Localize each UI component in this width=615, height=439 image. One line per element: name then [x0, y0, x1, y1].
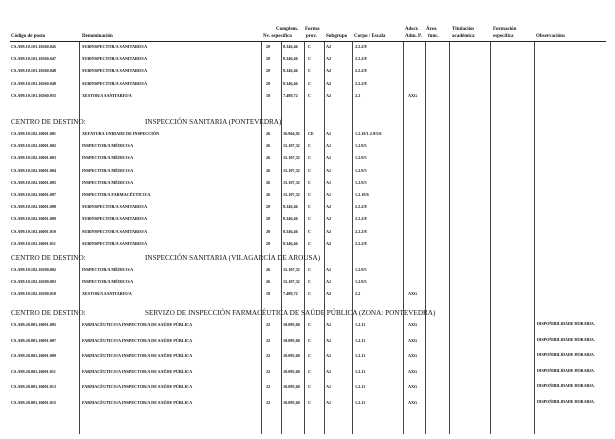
header-titulacion: Titulación — [452, 27, 474, 32]
cell-complemento: 8.346,46 — [283, 56, 298, 62]
cell-code: CS.A99.10.102.16001.002 — [11, 143, 57, 149]
cell-observacions: DISPOÑIBILIDADE HORARIA. — [537, 383, 595, 388]
cell-code: CS.A99.10.102.16001.010 — [11, 228, 57, 234]
cell-adscricion: AXG — [408, 399, 418, 405]
header-nivel: Nv. específico — [263, 34, 292, 39]
cell-forma: C — [308, 291, 312, 297]
cell-forma: C — [308, 143, 312, 149]
cell-complemento: 8.346,46 — [283, 204, 298, 210]
table-row — [0, 241, 615, 253]
cell-complemento: 15.107,32 — [283, 155, 300, 161]
table-row — [0, 168, 615, 180]
cell-subgrupo: A1 — [326, 179, 332, 185]
cell-complemento: 7.480,72 — [283, 291, 298, 297]
cell-subgrupo: A1 — [326, 368, 332, 374]
cell-subgrupo: A1 — [326, 143, 332, 149]
cell-complemento: 10.095,60 — [283, 368, 300, 374]
cell-denominacion: FARMACÉUTICO/A INSPECTOR/A DE SAÚDE PÚBLICA — [82, 368, 193, 374]
cell-adscricion: AXG — [408, 92, 418, 98]
cell-subgrupo: A1 — [326, 322, 332, 327]
section-label: CENTRO DE DESTINO: — [11, 309, 86, 317]
cell-nivel: 26 — [266, 155, 271, 161]
cell-denominacion: SUBINSPECTOR/A SANITARIO/A — [82, 204, 148, 210]
cell-nivel: 20 — [266, 44, 271, 49]
cell-corpo: 1.2.10/1.2.9/5/6 — [355, 131, 382, 136]
cell-nivel: 20 — [266, 68, 271, 74]
cell-complemento: 8.346,46 — [283, 240, 298, 246]
cell-corpo: 1.2.10/6 — [355, 192, 369, 197]
cell-nivel: 20 — [266, 56, 271, 62]
cell-forma: C — [308, 179, 312, 185]
cell-code: CS.A99.10.102.16001.004 — [11, 167, 57, 173]
cell-code: CS.A99.10.102.16590.003 — [11, 279, 57, 285]
cell-denominacion: XESTOR/A SANITARIO/A — [82, 92, 132, 98]
cell-code: CS.A99.20.001.16001.005 — [11, 322, 57, 327]
cell-nivel: 20 — [266, 240, 271, 246]
cell-code: CS.A99.10.101.16560.047 — [11, 56, 57, 62]
cell-denominacion: XESTOR/A SANITARIO/A — [82, 291, 132, 297]
cell-adscricion: AXG — [408, 322, 418, 327]
cell-code: CS.A99.20.001.16001.007 — [11, 337, 57, 343]
cell-corpo: 2.2.2/8 — [355, 44, 367, 49]
cell-forma: C — [308, 80, 312, 86]
cell-code: CS.A99.10.102.16001.009 — [11, 216, 57, 222]
cell-code: CS.A99.10.101.16560.055 — [11, 92, 57, 98]
cell-corpo: 1.2.11 — [355, 322, 366, 327]
table-row — [0, 68, 615, 80]
table-row — [0, 81, 615, 93]
cell-observacions: DISPOÑIBILIDADE HORARIA. — [537, 336, 595, 342]
cell-denominacion: SUBINSPECTOR/A SANITARIO/A — [82, 68, 148, 74]
cell-denominacion: INSPECTOR/A MÉDICO/A — [82, 155, 134, 161]
cell-nivel: 26 — [266, 267, 271, 272]
cell-subgrupo: A2 — [326, 291, 332, 297]
cell-code: CS.A99.10.102.16001.001 — [11, 131, 57, 136]
cell-denominacion: SUBINSPECTOR/A SANITARIO/A — [82, 56, 148, 62]
cell-corpo: 1.2.9/5 — [355, 179, 367, 185]
table-row — [0, 180, 615, 192]
cell-denominacion: SUBINSPECTOR/A SANITARIO/A — [82, 240, 148, 246]
cell-subgrupo: A1 — [326, 399, 332, 405]
table-row — [0, 143, 615, 155]
cell-corpo: 1.2.9/5 — [355, 143, 367, 149]
cell-nivel: 26 — [266, 179, 271, 185]
cell-forma: C — [308, 204, 312, 210]
cell-code: CS.A99.10.102.16590.002 — [11, 267, 57, 272]
cell-denominacion: SUBINSPECTOR/A SANITARIO/A — [82, 80, 148, 86]
header-observacions: Observacións — [536, 34, 565, 39]
cell-code: CS.A99.10.102.16001.005 — [11, 179, 57, 185]
table-row — [0, 204, 615, 216]
cell-complemento: 15.107,32 — [283, 267, 300, 272]
header-corpo: Corpo / Escala — [354, 34, 386, 39]
table-row — [0, 400, 615, 412]
section-title: INSPECCIÓN SANITARIA (PONTEVEDRA) — [145, 118, 282, 126]
cell-adscricion: AXG — [408, 337, 418, 343]
table-row — [0, 279, 615, 291]
cell-denominacion: INSPECTOR/A MÉDICO/A — [82, 143, 134, 149]
cell-code: CS.A99.10.101.16560.048 — [11, 68, 57, 74]
cell-adscricion: AXG — [408, 384, 418, 389]
cell-denominacion: INSPECTOR/A FARMACÉUTICO/A — [82, 192, 151, 197]
cell-complemento: 10.095,60 — [283, 384, 300, 389]
cell-observacions: DISPOÑIBILIDADE HORARIA. — [537, 367, 595, 373]
section-label: CENTRO DE DESTINO: — [11, 118, 86, 126]
cell-nivel: 26 — [266, 279, 271, 285]
cell-corpo: 2.2 — [355, 291, 361, 297]
header-adm: Adm. P. — [405, 34, 422, 39]
cell-corpo: 1.2.11 — [355, 399, 366, 405]
header-complem: Complem. — [276, 27, 299, 32]
cell-forma: C — [308, 68, 312, 74]
header-adscr: Adscr. — [405, 27, 419, 32]
cell-code: CS.A99.10.101.16560.045 — [11, 44, 57, 49]
cell-forma: C — [308, 368, 312, 374]
cell-forma: C — [308, 216, 312, 222]
cell-nivel: 22 — [266, 337, 271, 343]
cell-complemento: 15.107,32 — [283, 192, 300, 197]
table-row — [0, 338, 615, 350]
cell-corpo: 2.2.2/8 — [355, 240, 367, 246]
cell-denominacion: FARMACÉUTICO/A INSPECTOR/A DE SAÚDE PÚBLICA — [82, 399, 193, 405]
cell-code: CS.A99.10.102.16590.010 — [11, 291, 57, 297]
cell-subgrupo: A2 — [326, 56, 332, 62]
cell-denominacion: INSPECTOR/A MÉDICO/A — [82, 279, 134, 285]
cell-complemento: 8.346,46 — [283, 228, 298, 234]
cell-nivel: 26 — [266, 131, 271, 136]
cell-denominacion: SUBINSPECTOR/A SANITARIO/A — [82, 216, 148, 222]
cell-subgrupo: A2 — [326, 68, 332, 74]
table-row — [0, 369, 615, 381]
cell-nivel: 26 — [266, 192, 271, 197]
section-label: CENTRO DE DESTINO: — [11, 254, 86, 262]
header-formacion: Formación — [493, 27, 517, 32]
cell-code: CS.A99.10.102.16001.007 — [11, 192, 57, 197]
cell-subgrupo: A2 — [326, 92, 332, 98]
header-subgrupo: Subgrupo — [326, 34, 348, 39]
cell-forma: C — [308, 240, 312, 246]
cell-denominacion: INSPECTOR/A MÉDICO/A — [82, 167, 134, 173]
cell-code: CS.A99.10.102.16001.011 — [11, 240, 56, 246]
cell-adscricion: AXG — [408, 291, 418, 297]
cell-observacions: DISPOÑIBILIDADE HORARIA. — [537, 321, 595, 326]
cell-nivel: 22 — [266, 399, 271, 405]
cell-code: CS.A99.20.001.16001.009 — [11, 353, 57, 358]
cell-subgrupo: A1 — [326, 353, 332, 358]
cell-corpo: 1.2.11 — [355, 384, 366, 389]
cell-forma: C — [308, 228, 312, 234]
header-especifica: específica — [493, 34, 514, 39]
cell-subgrupo: A1 — [326, 279, 332, 285]
cell-denominacion: FARMACÉUTICO/A INSPECTOR/A DE SAÚDE PÚBLICA — [82, 337, 193, 343]
table-row — [0, 93, 615, 105]
cell-forma: C — [308, 192, 312, 197]
cell-denominacion: INSPECTOR/A MÉDICO/A — [82, 267, 134, 272]
cell-corpo: 1.2.9/5 — [355, 155, 367, 161]
header-area: Área — [426, 27, 437, 32]
header-rule — [10, 41, 606, 42]
section-header — [11, 309, 611, 318]
table-row — [0, 322, 615, 334]
table-row — [0, 155, 615, 167]
cell-forma: C — [308, 44, 312, 49]
cell-corpo: 2.2.2/8 — [355, 216, 367, 222]
cell-complemento: 15.107,32 — [283, 167, 300, 173]
table-row — [0, 291, 615, 303]
cell-code: CS.A99.20.001.16001.013 — [11, 384, 57, 389]
cell-subgrupo: A2 — [326, 240, 332, 246]
cell-nivel: 20 — [266, 216, 271, 222]
header-func: func. — [428, 34, 439, 39]
cell-forma: C — [308, 399, 312, 405]
cell-nivel: 20 — [266, 204, 271, 210]
header-academica: académica — [452, 34, 475, 39]
cell-subgrupo: A1 — [326, 337, 332, 343]
cell-nivel: 26 — [266, 143, 271, 149]
table-row — [0, 267, 615, 279]
table-row — [0, 56, 615, 68]
table-row — [0, 131, 615, 143]
cell-subgrupo: A1 — [326, 267, 332, 272]
cell-code: CS.A99.10.102.16001.003 — [11, 155, 57, 161]
section-header — [11, 118, 611, 127]
cell-adscricion: AXG — [408, 368, 418, 374]
cell-corpo: 1.2.11 — [355, 337, 366, 343]
cell-complemento: 8.346,46 — [283, 68, 298, 74]
cell-denominacion: FARMACÉUTICO/A INSPECTOR/A DE SAÚDE PÚBLICA — [82, 384, 193, 389]
cell-code: CS.A99.10.102.16001.008 — [11, 204, 57, 210]
cell-corpo: 2.2.2/8 — [355, 228, 367, 234]
cell-complemento: 10.095,60 — [283, 322, 300, 327]
cell-subgrupo: A1 — [326, 131, 332, 136]
section-title: SERVIZO DE INSPECCIÓN FARMACÉUTICA DE SAÚDE PÚBLICA (ZONA: PONTEVEDRA) — [145, 309, 436, 317]
section-title: INSPECCIÓN SANITARIA (VILAGARCÍA DE AROUSA) — [145, 254, 321, 262]
cell-complemento: 16.964,92 — [283, 131, 300, 136]
cell-denominacion: SUBINSPECTOR/A SANITARIO/A — [82, 228, 148, 234]
cell-observacions: DISPOÑIBILIDADE HORARIA. — [537, 352, 595, 357]
cell-nivel: 18 — [266, 92, 271, 98]
cell-corpo: 2.2 — [355, 92, 361, 98]
cell-forma: C — [308, 56, 312, 62]
cell-forma: C — [308, 384, 312, 389]
cell-corpo: 1.2.9/5 — [355, 167, 367, 173]
cell-subgrupo: A1 — [326, 192, 332, 197]
cell-adscricion: AXG — [408, 353, 418, 358]
header-forma: Forma — [305, 27, 320, 32]
header-denominacion: Denominación — [82, 34, 113, 39]
cell-nivel: 18 — [266, 291, 271, 297]
cell-nivel: 22 — [266, 384, 271, 389]
cell-complemento: 10.095,60 — [283, 399, 300, 405]
cell-forma: C — [308, 267, 312, 272]
header-codigo: Código de posto — [11, 34, 46, 39]
cell-observacions: DISPOÑIBILIDADE HORARIA. — [537, 398, 595, 404]
cell-corpo: 2.2.2/8 — [355, 68, 367, 74]
header-prov: prov. — [306, 34, 317, 39]
cell-complemento: 7.480,72 — [283, 92, 298, 98]
cell-forma: C — [308, 353, 312, 358]
cell-denominacion: FARMACÉUTICO/A INSPECTOR/A DE SAÚDE PÚBLICA — [82, 353, 193, 358]
cell-complemento: 15.107,32 — [283, 179, 300, 185]
cell-subgrupo: A1 — [326, 155, 332, 161]
cell-code: CS.A99.20.001.16001.015 — [11, 399, 57, 405]
cell-corpo: 1.2.9/5 — [355, 267, 367, 272]
cell-corpo: 2.2.2/8 — [355, 204, 367, 210]
cell-subgrupo: A2 — [326, 44, 332, 49]
cell-complemento: 8.346,46 — [283, 44, 298, 49]
cell-forma: C — [308, 337, 312, 343]
cell-corpo: 1.2.9/5 — [355, 279, 367, 285]
table-row — [0, 216, 615, 228]
cell-corpo: 2.2.2/8 — [355, 56, 367, 62]
table-row — [0, 353, 615, 365]
cell-complemento: 15.107,32 — [283, 279, 300, 285]
cell-complemento: 15.107,32 — [283, 143, 300, 149]
cell-forma: CE — [308, 131, 314, 136]
cell-complemento: 8.346,46 — [283, 216, 298, 222]
cell-subgrupo: A2 — [326, 228, 332, 234]
cell-subgrupo: A1 — [326, 167, 332, 173]
table-row — [0, 229, 615, 241]
cell-nivel: 20 — [266, 228, 271, 234]
cell-subgrupo: A1 — [326, 384, 332, 389]
cell-forma: C — [308, 322, 312, 327]
cell-corpo: 1.2.11 — [355, 368, 366, 374]
cell-nivel: 22 — [266, 353, 271, 358]
cell-complemento: 10.095,60 — [283, 337, 300, 343]
cell-nivel: 26 — [266, 167, 271, 173]
cell-denominacion: XEFATURA UNIDADE DE INSPECCIÓN — [82, 131, 160, 136]
cell-subgrupo: A2 — [326, 216, 332, 222]
cell-forma: C — [308, 92, 312, 98]
section-header — [11, 254, 611, 263]
cell-corpo: 2.2.2/8 — [355, 80, 367, 86]
cell-forma: C — [308, 167, 312, 173]
cell-code: CS.A99.10.101.16560.049 — [11, 80, 57, 86]
table-row — [0, 192, 615, 204]
cell-corpo: 1.2.11 — [355, 353, 366, 358]
cell-complemento: 8.346,46 — [283, 80, 298, 86]
cell-subgrupo: A2 — [326, 80, 332, 86]
cell-forma: C — [308, 155, 312, 161]
table-row — [0, 44, 615, 56]
cell-forma: C — [308, 279, 312, 285]
cell-nivel: 22 — [266, 322, 271, 327]
cell-denominacion: FARMACÉUTICO/A INSPECTOR/A DE SAÚDE PÚBLICA — [82, 322, 193, 327]
cell-nivel: 20 — [266, 80, 271, 86]
cell-complemento: 10.095,60 — [283, 353, 300, 358]
cell-denominacion: INSPECTOR/A MÉDICO/A — [82, 179, 134, 185]
cell-code: CS.A99.20.001.16001.011 — [11, 368, 56, 374]
table-row — [0, 384, 615, 396]
cell-subgrupo: A2 — [326, 204, 332, 210]
cell-nivel: 22 — [266, 368, 271, 374]
cell-denominacion: SUBINSPECTOR/A SANITARIO/A — [82, 44, 148, 49]
